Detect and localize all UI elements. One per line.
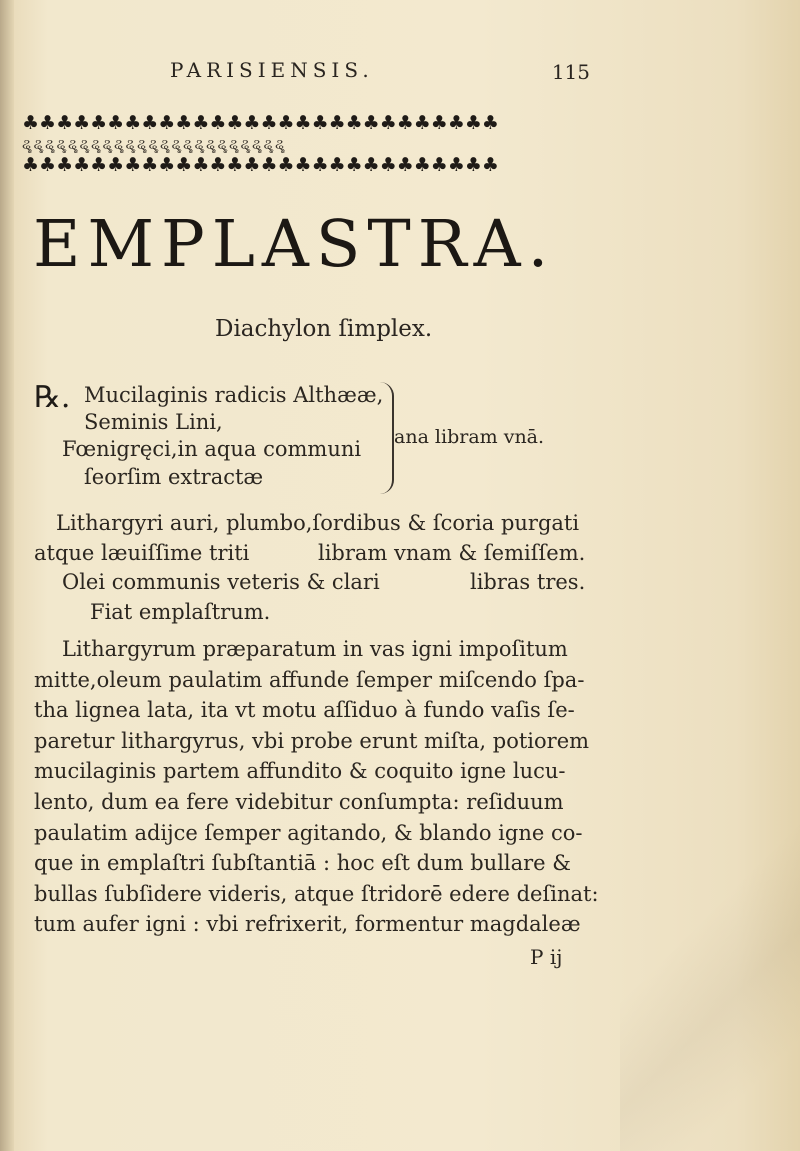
text-line: paulatim adijce ſemper agitando, & blando igne co- [34, 820, 583, 845]
ornament-band [22, 112, 580, 182]
ingredient-line: atque læuiſſime triti [34, 541, 250, 565]
ingredient-quantity: ana libram vnā. [394, 426, 545, 448]
recipe-instruction: Fiat emplaſtrum. [90, 600, 271, 624]
ingredient-quantity: libram vnam & ſemiſſem. [318, 541, 586, 565]
ingredient-line: ſeorſim extractæ [84, 465, 264, 489]
text-line: lento, dum ea fere videbitur conſumpta: reſiduum [34, 789, 564, 814]
ornament-bottom-row: ♣♣♣♣♣♣♣♣♣♣♣♣♣♣♣♣♣♣♣♣♣♣♣♣♣♣♣♣ [22, 154, 499, 176]
recipe-name: Diachylon ſimplex. [215, 316, 433, 342]
page-number: 115 [551, 60, 590, 84]
text-line: paretur lithargyrus, vbi probe erunt miſta, potiorem [34, 728, 590, 753]
ornament-mid-row: ୡୢୡୢୡୢୡୢୡୢୡୢୡୢୡୢୡୢୡୢୡୢୡୢୡୢୡୢୡୢୡୢୡୢୡୢୡୢୡୢୡୢୡୢୡୢ [22, 135, 287, 153]
ornament-top-row: ♣♣♣♣♣♣♣♣♣♣♣♣♣♣♣♣♣♣♣♣♣♣♣♣♣♣♣♣ [22, 112, 499, 134]
text-line: mitte,oleum paulatim affunde ſemper miſcendo ſpa- [34, 667, 585, 692]
recipe-ingredients [34, 382, 594, 512]
ingredient-line: Seminis Lini, [84, 410, 223, 434]
page-gutter [0, 0, 14, 1151]
brace-mark [378, 382, 394, 494]
ingredient-line: Fœnigręci,in aqua communi [62, 437, 362, 461]
text-line: Lithargyrum præparatum in vas igni impoſitum [62, 637, 568, 661]
ingredient-line: Olei communis veteris & clari [62, 570, 380, 594]
procedure-paragraph [34, 634, 599, 940]
ingredient-quantity: libras tres. [470, 570, 586, 594]
text-line: bullas ſubſidere videris, atque ſtridorē edere deſinat: [34, 881, 599, 906]
text-line: tum aufer igni : vbi refrixerit, formentur magdaleæ [34, 912, 581, 937]
text-line: tha lignea lata, ita vt motu aſſiduo à fundo vaſis ſe- [34, 698, 575, 723]
running-head: PARISIENSIS. [170, 58, 374, 82]
text-line: que in emplaſtri ſubſtantiā : hoc eſt dum bullare & [34, 851, 571, 876]
signature-mark: P ij [530, 945, 563, 969]
page-header [170, 58, 590, 92]
page-fold-shadow [620, 780, 800, 1151]
recipe-symbol: ℞. [34, 380, 71, 415]
ingredient-line: Mucilaginis radicis Althææ, [84, 383, 384, 407]
text-line: mucilaginis partem affundito & coquito igne lucu- [34, 759, 566, 784]
section-title: EMPLASTRA. [33, 207, 556, 282]
ingredient-line: Lithargyri auri, plumbo,ſordibus & ſcoria purgati [56, 511, 580, 535]
